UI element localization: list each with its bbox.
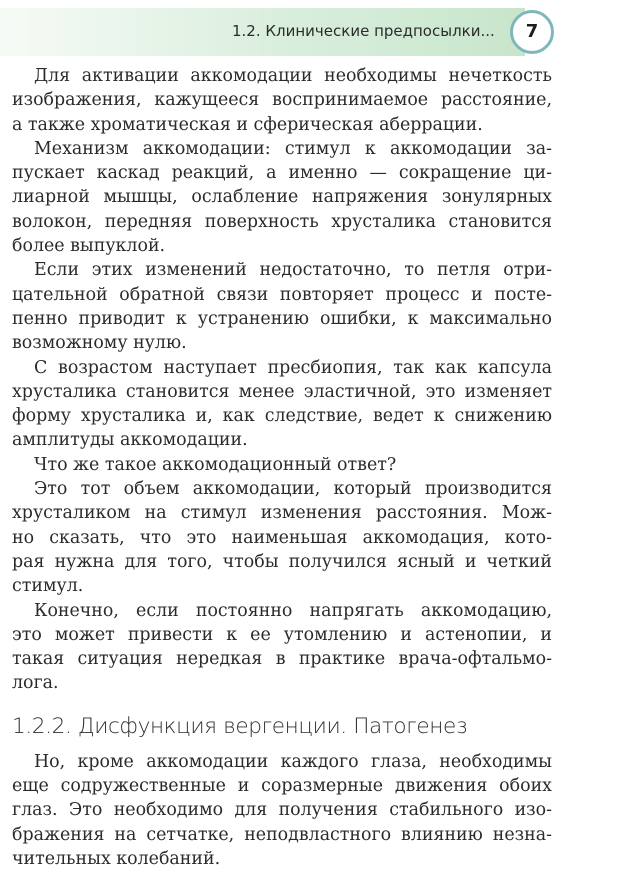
- text-line: рая нужна для того, чтобы получился ясный и четкий: [12, 551, 552, 572]
- paragraph: [12, 453, 552, 477]
- text-line: хрусталиком на стимул изменения расстояния. Мож-: [12, 503, 552, 524]
- text-line: цательной обратной связи повторяет процесс и посте-: [12, 284, 552, 305]
- text-line: пускает каскад реакций, а именно — сокращение ци-: [12, 163, 552, 184]
- text-line: изображения, кажущееся воспринимаемое расстояние,: [12, 90, 552, 111]
- page-number: 7: [525, 21, 539, 42]
- text-line: глаз. Это необходимо для получения стабильного изо-: [12, 800, 552, 821]
- text-line: это может привести к ее утомлению и астенопии, и: [12, 624, 552, 645]
- paragraph: [12, 599, 552, 696]
- text-line: еще содружественные и соразмерные движения обоих: [12, 776, 552, 797]
- text-line: но сказать, что это наименьшая аккомодация, кото-: [12, 527, 552, 548]
- text-line: Это тот объем аккомодации, который производится: [34, 479, 552, 500]
- text-line: Механизм аккомодации: стимул к аккомодации за-: [34, 138, 552, 159]
- body-text-after: [12, 750, 552, 871]
- section-heading: 1.2.2. Дисфункция вергенции. Патогенез: [12, 713, 468, 739]
- text-line: такая ситуация нередкая в практике врача-офтальмо-: [12, 649, 552, 670]
- body-text-before: [12, 64, 552, 696]
- page-body: [12, 64, 552, 871]
- text-line: пенно приводит к устранению ошибки, к максимально: [12, 308, 552, 329]
- text-line: лиарной мышцы, ослабление напряжения зонулярных: [12, 187, 552, 208]
- text-line: бражения на сетчатке, неподвластного влиянию незна-: [12, 824, 552, 845]
- text-line: стимул.: [12, 576, 84, 597]
- text-line: Конечно, если постоянно напрягать аккомодацию,: [34, 600, 552, 621]
- text-line: С возрастом наступает пресбиопия, так как капсула: [34, 357, 552, 378]
- paragraph: [12, 750, 552, 871]
- text-line: чительных колебаний.: [12, 848, 221, 869]
- paragraph: [12, 64, 552, 137]
- text-line: а также хроматическая и сферическая аберрации.: [12, 114, 483, 135]
- running-head: 1.2. Клинические предпосылки...: [232, 22, 495, 40]
- paragraph: [12, 356, 552, 453]
- text-line: форму хрусталика и, как следствие, ведет к снижению: [12, 406, 552, 427]
- text-line: волокон, передняя поверхность хрусталика становится: [12, 211, 552, 232]
- text-line: амплитуды аккомодации.: [12, 430, 248, 451]
- paragraph: [12, 258, 552, 355]
- text-line: Что же такое аккомодационный ответ?: [34, 454, 397, 475]
- text-line: более выпуклой.: [12, 236, 166, 257]
- text-line: Но, кроме аккомодации каждого глаза, необходимы: [34, 751, 552, 772]
- text-line: хрусталика становится менее эластичной, это изменяет: [12, 381, 552, 402]
- text-line: лога.: [12, 673, 59, 694]
- text-line: возможному нулю.: [12, 333, 187, 354]
- text-line: Для активации аккомодации необходимы нечеткость: [34, 66, 552, 86]
- paragraph: [12, 477, 552, 598]
- text-line: Если этих изменений недостаточно, то петля отри-: [34, 260, 552, 281]
- paragraph: [12, 137, 552, 258]
